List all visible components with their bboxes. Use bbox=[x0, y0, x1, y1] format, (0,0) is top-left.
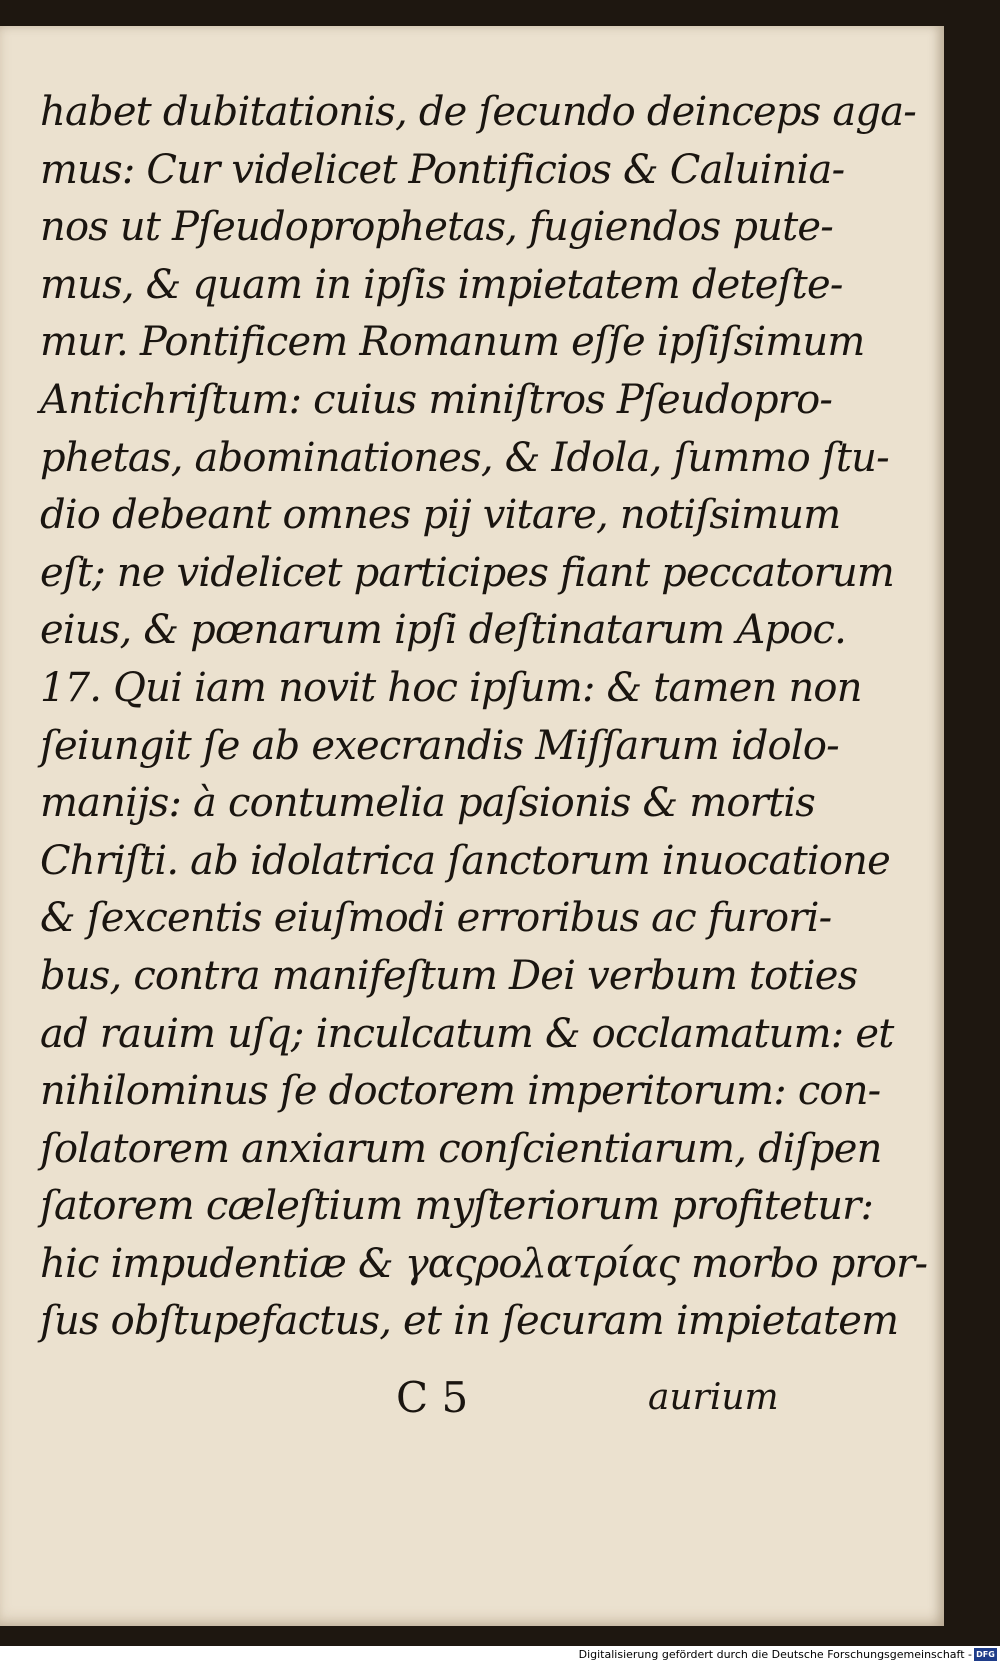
text-line: & ſexcentis eiuſmodi erroribus ac furori- bbox=[40, 895, 832, 942]
dfg-logo-icon: DFG bbox=[974, 1648, 997, 1661]
credit-text: Digitalisierung gefördert durch die Deutsche Forschungsgemeinschaft - bbox=[578, 1648, 972, 1661]
text-line: Chriſti. ab idolatrica ſanctorum inuocatione bbox=[40, 837, 890, 884]
text-line: ad rauim uſq; inculcatum & occlamatum: et bbox=[40, 1010, 894, 1057]
text-block bbox=[40, 84, 928, 1351]
text-line: eſt; ne videlicet participes fiant peccatorum bbox=[40, 549, 895, 596]
credit-bar bbox=[0, 1646, 1000, 1663]
text-line: ſatorem cæleſtium myſteriorum profitetur: bbox=[40, 1183, 874, 1230]
text-line: habet dubitationis, de ſecundo deinceps aga- bbox=[40, 89, 916, 135]
text-line: dio debeant omnes pij vitare, notiſsimum bbox=[40, 492, 841, 539]
text-line: Antichriſtum: cuius miniſtros Pſeudopro- bbox=[40, 376, 833, 423]
text-line: mur. Pontificem Romanum eſſe ipſiſsimum bbox=[40, 319, 865, 366]
text-line: ſeiungit ſe ab execrandis Miſſarum idolo- bbox=[40, 722, 839, 769]
text-line: eius, & pœnarum ipſi deſtinatarum Apoc. bbox=[40, 607, 847, 654]
text-line: bus, contra manifeſtum Dei verbum toties bbox=[40, 952, 858, 999]
text-line: mus: Cur videlicet Pontificios & Caluinia- bbox=[40, 146, 845, 193]
signature-mark: C 5 bbox=[396, 1373, 469, 1422]
text-line: phetas, abominationes, & Idola, ſummo ſtu- bbox=[40, 434, 889, 481]
catchword: aurium bbox=[648, 1377, 779, 1418]
text-line: nihilominus ſe doctorem imperitorum: con- bbox=[40, 1068, 881, 1115]
text-line: manijs: à contumelia paſsionis & mortis bbox=[40, 780, 815, 827]
page-footer bbox=[0, 1368, 944, 1428]
text-line: mus, & quam in ipſis impietatem deteſte- bbox=[40, 261, 843, 308]
book-page bbox=[0, 26, 944, 1626]
text-line: 17. Qui iam novit hoc ipſum: & tamen non bbox=[40, 664, 862, 711]
text-line: hic impudentiæ & γαςρολατρίας morbo pror- bbox=[40, 1240, 928, 1287]
text-line: ſus obſtupefactus, et in ſecuram impietatem bbox=[40, 1298, 899, 1345]
text-line: nos ut Pſeudoprophetas, fugiendos pute- bbox=[40, 204, 833, 251]
text-line: ſolatorem anxiarum conſcientiarum, diſpen bbox=[40, 1125, 882, 1172]
